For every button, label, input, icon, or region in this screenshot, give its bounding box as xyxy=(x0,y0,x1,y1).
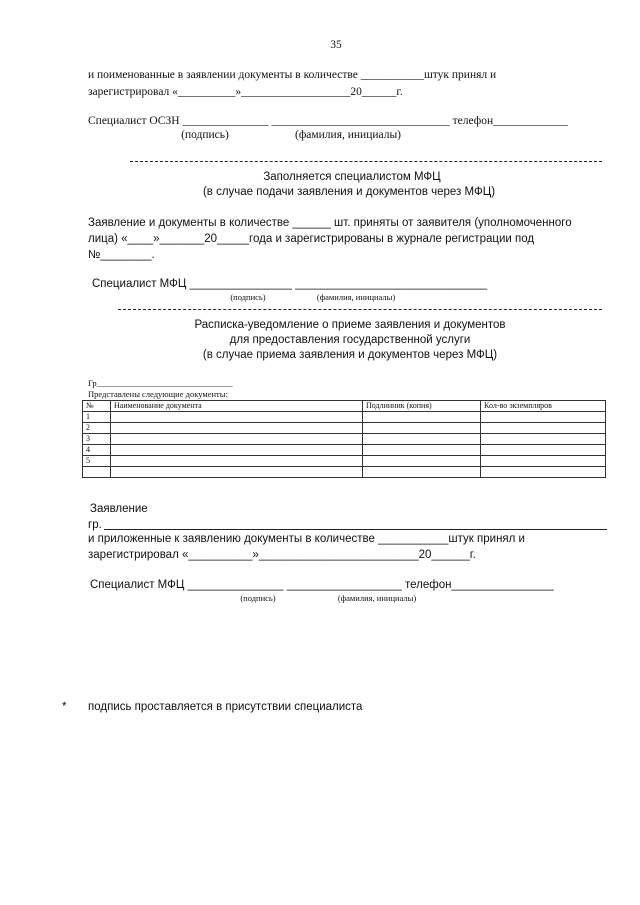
footnote-asterisk: * xyxy=(62,701,67,713)
mfc-name-caption: (фамилия, инициалы) xyxy=(316,292,396,302)
statement-registration-line: зарегистрировал «__________»_________________________20______г. xyxy=(88,549,476,561)
table-row xyxy=(83,467,606,478)
receipt-citizen-line: Гр________________________________ xyxy=(88,378,233,388)
ozsn-signature-caption: (подпись) xyxy=(181,129,229,141)
row-doc-name xyxy=(111,412,363,423)
statement-citizen-label: гр. xyxy=(88,519,102,531)
header-doc-name: Наименование документа xyxy=(111,401,363,412)
table-header-row xyxy=(83,401,606,412)
receipt-title-line3: (в случае приема заявления и документов через МФЦ) xyxy=(202,349,498,361)
row-doc-name xyxy=(111,445,363,456)
receipt-title-line2: для предоставления государственной услуги xyxy=(229,334,471,346)
documents-table xyxy=(82,400,606,478)
ozsn-specialist-line: Специалист ОСЗН _______________ _______________________________ телефон_____________ xyxy=(88,115,568,127)
mfc-fill-title: Заполняется специалистом МФЦ xyxy=(263,171,441,183)
mfc-docs-line: Заявление и документы в количестве ______ шт. приняты от заявителя (уполномоченного xyxy=(88,217,572,229)
row-number: 5 xyxy=(83,456,111,467)
table-row xyxy=(83,412,606,423)
row-number: 4 xyxy=(83,445,111,456)
mfc-fill-subtitle: (в случае подачи заявления и документов через МФЦ) xyxy=(202,186,496,198)
header-copies-count: Кол-во экземпляров xyxy=(481,401,606,412)
row-number: 2 xyxy=(83,423,111,434)
row-doc-name xyxy=(111,456,363,467)
footnote-text: подпись проставляется в присутствии специалиста xyxy=(88,701,363,713)
row-copies-count xyxy=(481,445,606,456)
table-row xyxy=(83,434,606,445)
docs-count-line: и поименованные в заявлении документы в количестве ___________штук принял и xyxy=(88,69,497,81)
statement-heading: Заявление xyxy=(90,503,148,515)
row-copies-count xyxy=(481,423,606,434)
ozsn-name-caption: (фамилия, инициалы) xyxy=(294,129,402,141)
row-copies-count xyxy=(481,467,606,478)
row-original-copy xyxy=(363,467,481,478)
receipt-title: Расписка-уведомление о приеме заявления и документов xyxy=(194,319,506,331)
row-original-copy xyxy=(363,456,481,467)
mfc-specialist-line: Специалист МФЦ ________________ ______________________________ xyxy=(92,278,487,290)
mfc-applicant-line: лица) «____»_______20_____года и зарегистрированы в журнале регистрации под xyxy=(88,233,535,245)
page-number: 35 xyxy=(330,39,342,51)
row-number xyxy=(83,467,111,478)
receipt-signature-caption: (подпись) xyxy=(240,593,276,603)
row-original-copy xyxy=(363,445,481,456)
statement-docs-line: и приложенные к заявлению документы в количестве ___________штук принял и xyxy=(88,533,525,545)
citizen-name-underline xyxy=(104,529,607,530)
row-copies-count xyxy=(481,456,606,467)
header-original-copy: Подлинник (копия) xyxy=(363,401,481,412)
row-original-copy xyxy=(363,423,481,434)
mfc-signature-caption: (подпись) xyxy=(230,292,266,302)
row-copies-count xyxy=(481,434,606,445)
table-row xyxy=(83,423,606,434)
registration-line: зарегистрировал «__________»___________________20______г. xyxy=(88,86,403,98)
row-original-copy xyxy=(363,434,481,445)
row-doc-name xyxy=(111,434,363,445)
row-number: 3 xyxy=(83,434,111,445)
separator-dashed xyxy=(130,161,602,162)
table-row xyxy=(83,456,606,467)
row-doc-name xyxy=(111,467,363,478)
receipt-presented-docs: Представлены следующие документы: xyxy=(88,389,228,399)
receipt-name-caption: (фамилия, инициалы) xyxy=(337,593,417,603)
mfc-journal-number: №________. xyxy=(88,249,155,261)
receipt-specialist-line: Специалист МФЦ _______________ __________________ телефон________________ xyxy=(90,579,554,591)
header-number: № xyxy=(83,401,111,412)
row-copies-count xyxy=(481,412,606,423)
separator-dashed-2 xyxy=(118,309,602,310)
table-row xyxy=(83,445,606,456)
row-number: 1 xyxy=(83,412,111,423)
row-doc-name xyxy=(111,423,363,434)
row-original-copy xyxy=(363,412,481,423)
